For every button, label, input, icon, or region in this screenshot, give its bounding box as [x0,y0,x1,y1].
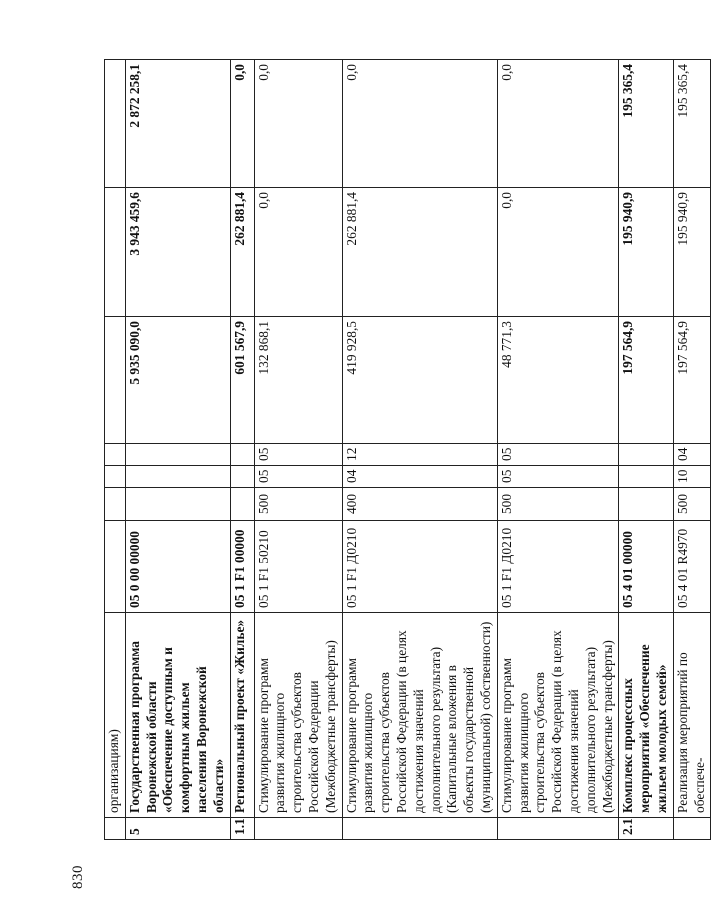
cell-year3: 2 872 258,1 [125,60,230,188]
cell-name: Стимулирование программ развития жилищного строительства субъектов Российской Федерации (Межбюджетные трансферты) [254,613,342,818]
cell-year1: 419 928,5 [342,317,497,444]
cell-no [105,818,126,840]
cell-pr [125,444,230,466]
cell-year3: 0,0 [342,60,497,188]
cell-name: Региональный проект «Жилье» [230,613,254,818]
cell-year2: 195 940,9 [619,188,673,317]
cell-name: Стимулирование программ развития жилищного строительства субъектов Российской Федерации (в целях достижения значений дополнительного результата) (Межбюджетные трансферты) [497,613,619,818]
cell-no: 2.1 [619,818,673,840]
cell-vr: 400 [342,488,497,521]
table-row [342,60,497,840]
cell-code: 05 4 01 R4970 [673,521,711,613]
cell-vr: 500 [497,488,619,521]
cell-year2 [105,188,126,317]
cell-code: 05 1 F1 Д0210 [342,521,497,613]
cell-pr [619,444,673,466]
cell-year1: 197 564,9 [673,317,711,444]
cell-pr [105,444,126,466]
cell-year2: 0,0 [254,188,342,317]
cell-rz [105,466,126,488]
cell-no [673,818,711,840]
cell-pr: 05 [254,444,342,466]
cell-code: 05 1 F1 00000 [230,521,254,613]
cell-no [254,818,342,840]
cell-year1 [105,317,126,444]
cell-pr [230,444,254,466]
cell-name: Стимулирование программ развития жилищного строительства субъектов Российской Федерации (в целях достижения значений дополнительного результата) (Капитальные вложения в объекты государственной (муниципальной) собственности) [342,613,497,818]
rotated-table-container [104,60,707,840]
table-row [230,60,254,840]
cell-no: 5 [125,818,230,840]
cell-pr: 04 [673,444,711,466]
table-row [497,60,619,840]
page-number: 830 [70,865,86,889]
cell-rz: 05 [497,466,619,488]
table-row [619,60,673,840]
cell-rz [619,466,673,488]
table-row [673,60,711,840]
cell-year2: 262 881,4 [342,188,497,317]
page-number-wrap [36,451,86,889]
cell-no [497,818,619,840]
cell-year2: 195 940,9 [673,188,711,317]
cell-name: Реализация мероприятий по обеспече- [673,613,711,818]
cell-rz [230,466,254,488]
cell-code: 05 1 F1 50210 [254,521,342,613]
cell-year3: 0,0 [497,60,619,188]
cell-year3: 0,0 [230,60,254,188]
cell-year3 [105,60,126,188]
cell-year2: 3 943 459,6 [125,188,230,317]
cell-year3: 0,0 [254,60,342,188]
cell-vr [619,488,673,521]
table-row [105,60,126,840]
cell-year2: 0,0 [497,188,619,317]
table-row [254,60,342,840]
cell-code [105,521,126,613]
cell-rz [125,466,230,488]
cell-rz: 10 [673,466,711,488]
cell-name: Государственная программа Воронежской области «Обеспечение доступным и комфортным жильем населения Воронежской области» [125,613,230,818]
cell-year1: 5 935 090,0 [125,317,230,444]
table-row [125,60,230,840]
cell-pr: 12 [342,444,497,466]
cell-year1: 197 564,9 [619,317,673,444]
cell-vr [105,488,126,521]
cell-no: 1.1 [230,818,254,840]
cell-year1: 601 567,9 [230,317,254,444]
cell-code: 05 1 F1 Д0210 [497,521,619,613]
cell-rz: 05 [254,466,342,488]
cell-name: организациям) [105,613,126,818]
cell-vr [125,488,230,521]
cell-vr: 500 [254,488,342,521]
cell-code: 05 4 01 00000 [619,521,673,613]
cell-code: 05 0 00 00000 [125,521,230,613]
cell-year3: 195 365,4 [619,60,673,188]
cell-year1: 48 771,3 [497,317,619,444]
cell-name: Комплекс процессных мероприятий «Обеспечение жильем молодых семей» [619,613,673,818]
budget-table [104,59,711,840]
cell-rz: 04 [342,466,497,488]
cell-vr [230,488,254,521]
cell-year1: 132 868,1 [254,317,342,444]
cell-year2: 262 881,4 [230,188,254,317]
cell-no [342,818,497,840]
cell-pr: 05 [497,444,619,466]
cell-year3: 195 365,4 [673,60,711,188]
cell-vr: 500 [673,488,711,521]
